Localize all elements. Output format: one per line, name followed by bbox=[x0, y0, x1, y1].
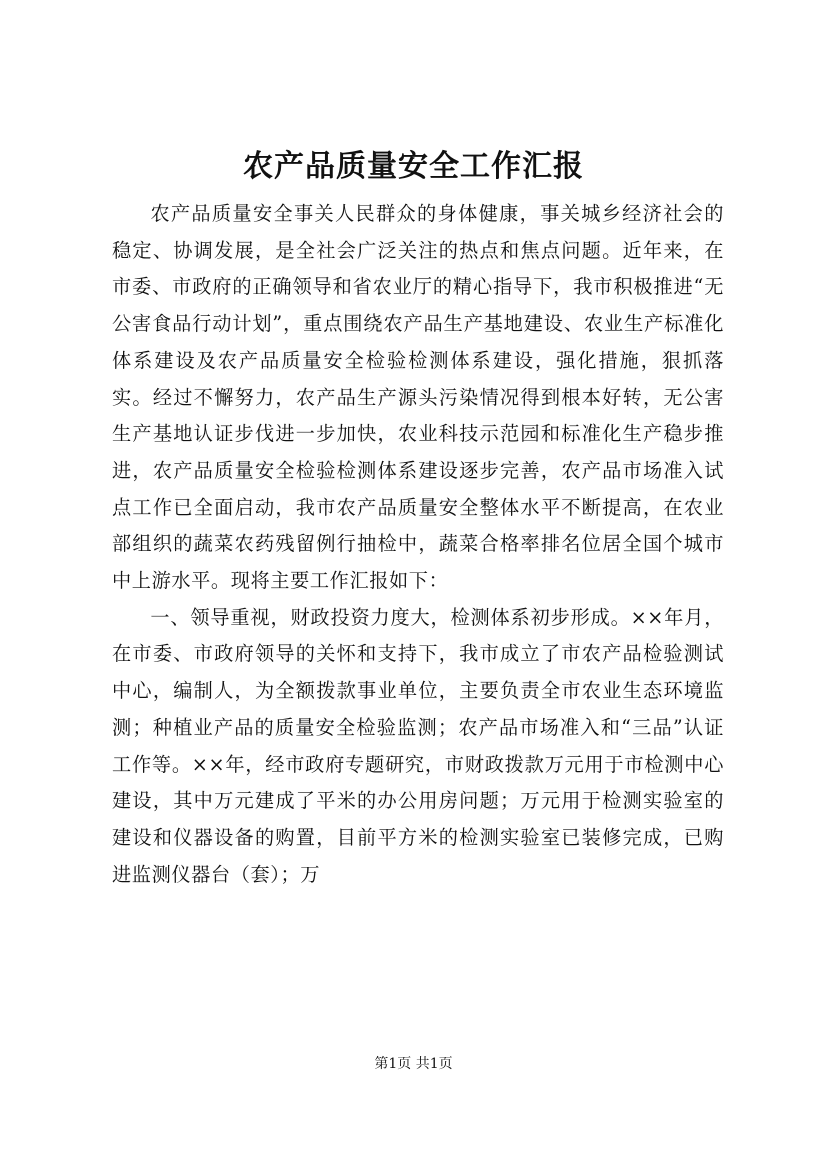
document-title: 农产品质量安全工作汇报 bbox=[243, 149, 584, 184]
document-body bbox=[112, 196, 724, 893]
paragraph-intro: 农产品质量安全事关人民群众的身体健康，事关城乡经济社会的稳定、协调发展，是全社会广泛关注的热点和焦点问题。近年来，在市委、市政府的正确领导和省农业厅的精心指导下，我市积极推进“无公害食品行动计划”，重点围绕农产品生产基地建设、农业生产标准化体系建设及农产品质量安全检验检测体系建设，强化措施，狠抓落实。经过不懈努力，农产品生产源头污染情况得到根本好转，无公害生产基地认证步伐进一步加快，农业科技示范园和标准化生产稳步推进，农产品质量安全检验检测体系建设逐步完善，农产品市场准入试点工作已全面启动，我市农产品质量安全整体水平不断提高，在农业部组织的蔬菜农药残留例行抽检中，蔬菜合格率排名位居全国个城市中上游水平。现将主要工作汇报如下： bbox=[112, 202, 724, 593]
paragraph-section-1: 一、领导重视，财政投资力度大，检测体系初步形成。××年月，在市委、市政府领导的关怀和支持下，我市成立了市农产品检验测试中心，编制人，为全额拨款事业单位，主要负责全市农业生态环境监测；种植业产品的质量安全检验监测；农产品市场准入和“三品”认证工作等。××年，经市政府专题研究，市财政拨款万元用于市检测中心建设，其中万元建成了平米的办公用房问题；万元用于检测实验室的建设和仪器设备的购置，目前平方米的检测实验室已装修完成，已购进监测仪器台（套）；万 bbox=[112, 605, 724, 886]
page-number-footer: 第1页 共1页 bbox=[374, 1056, 453, 1072]
